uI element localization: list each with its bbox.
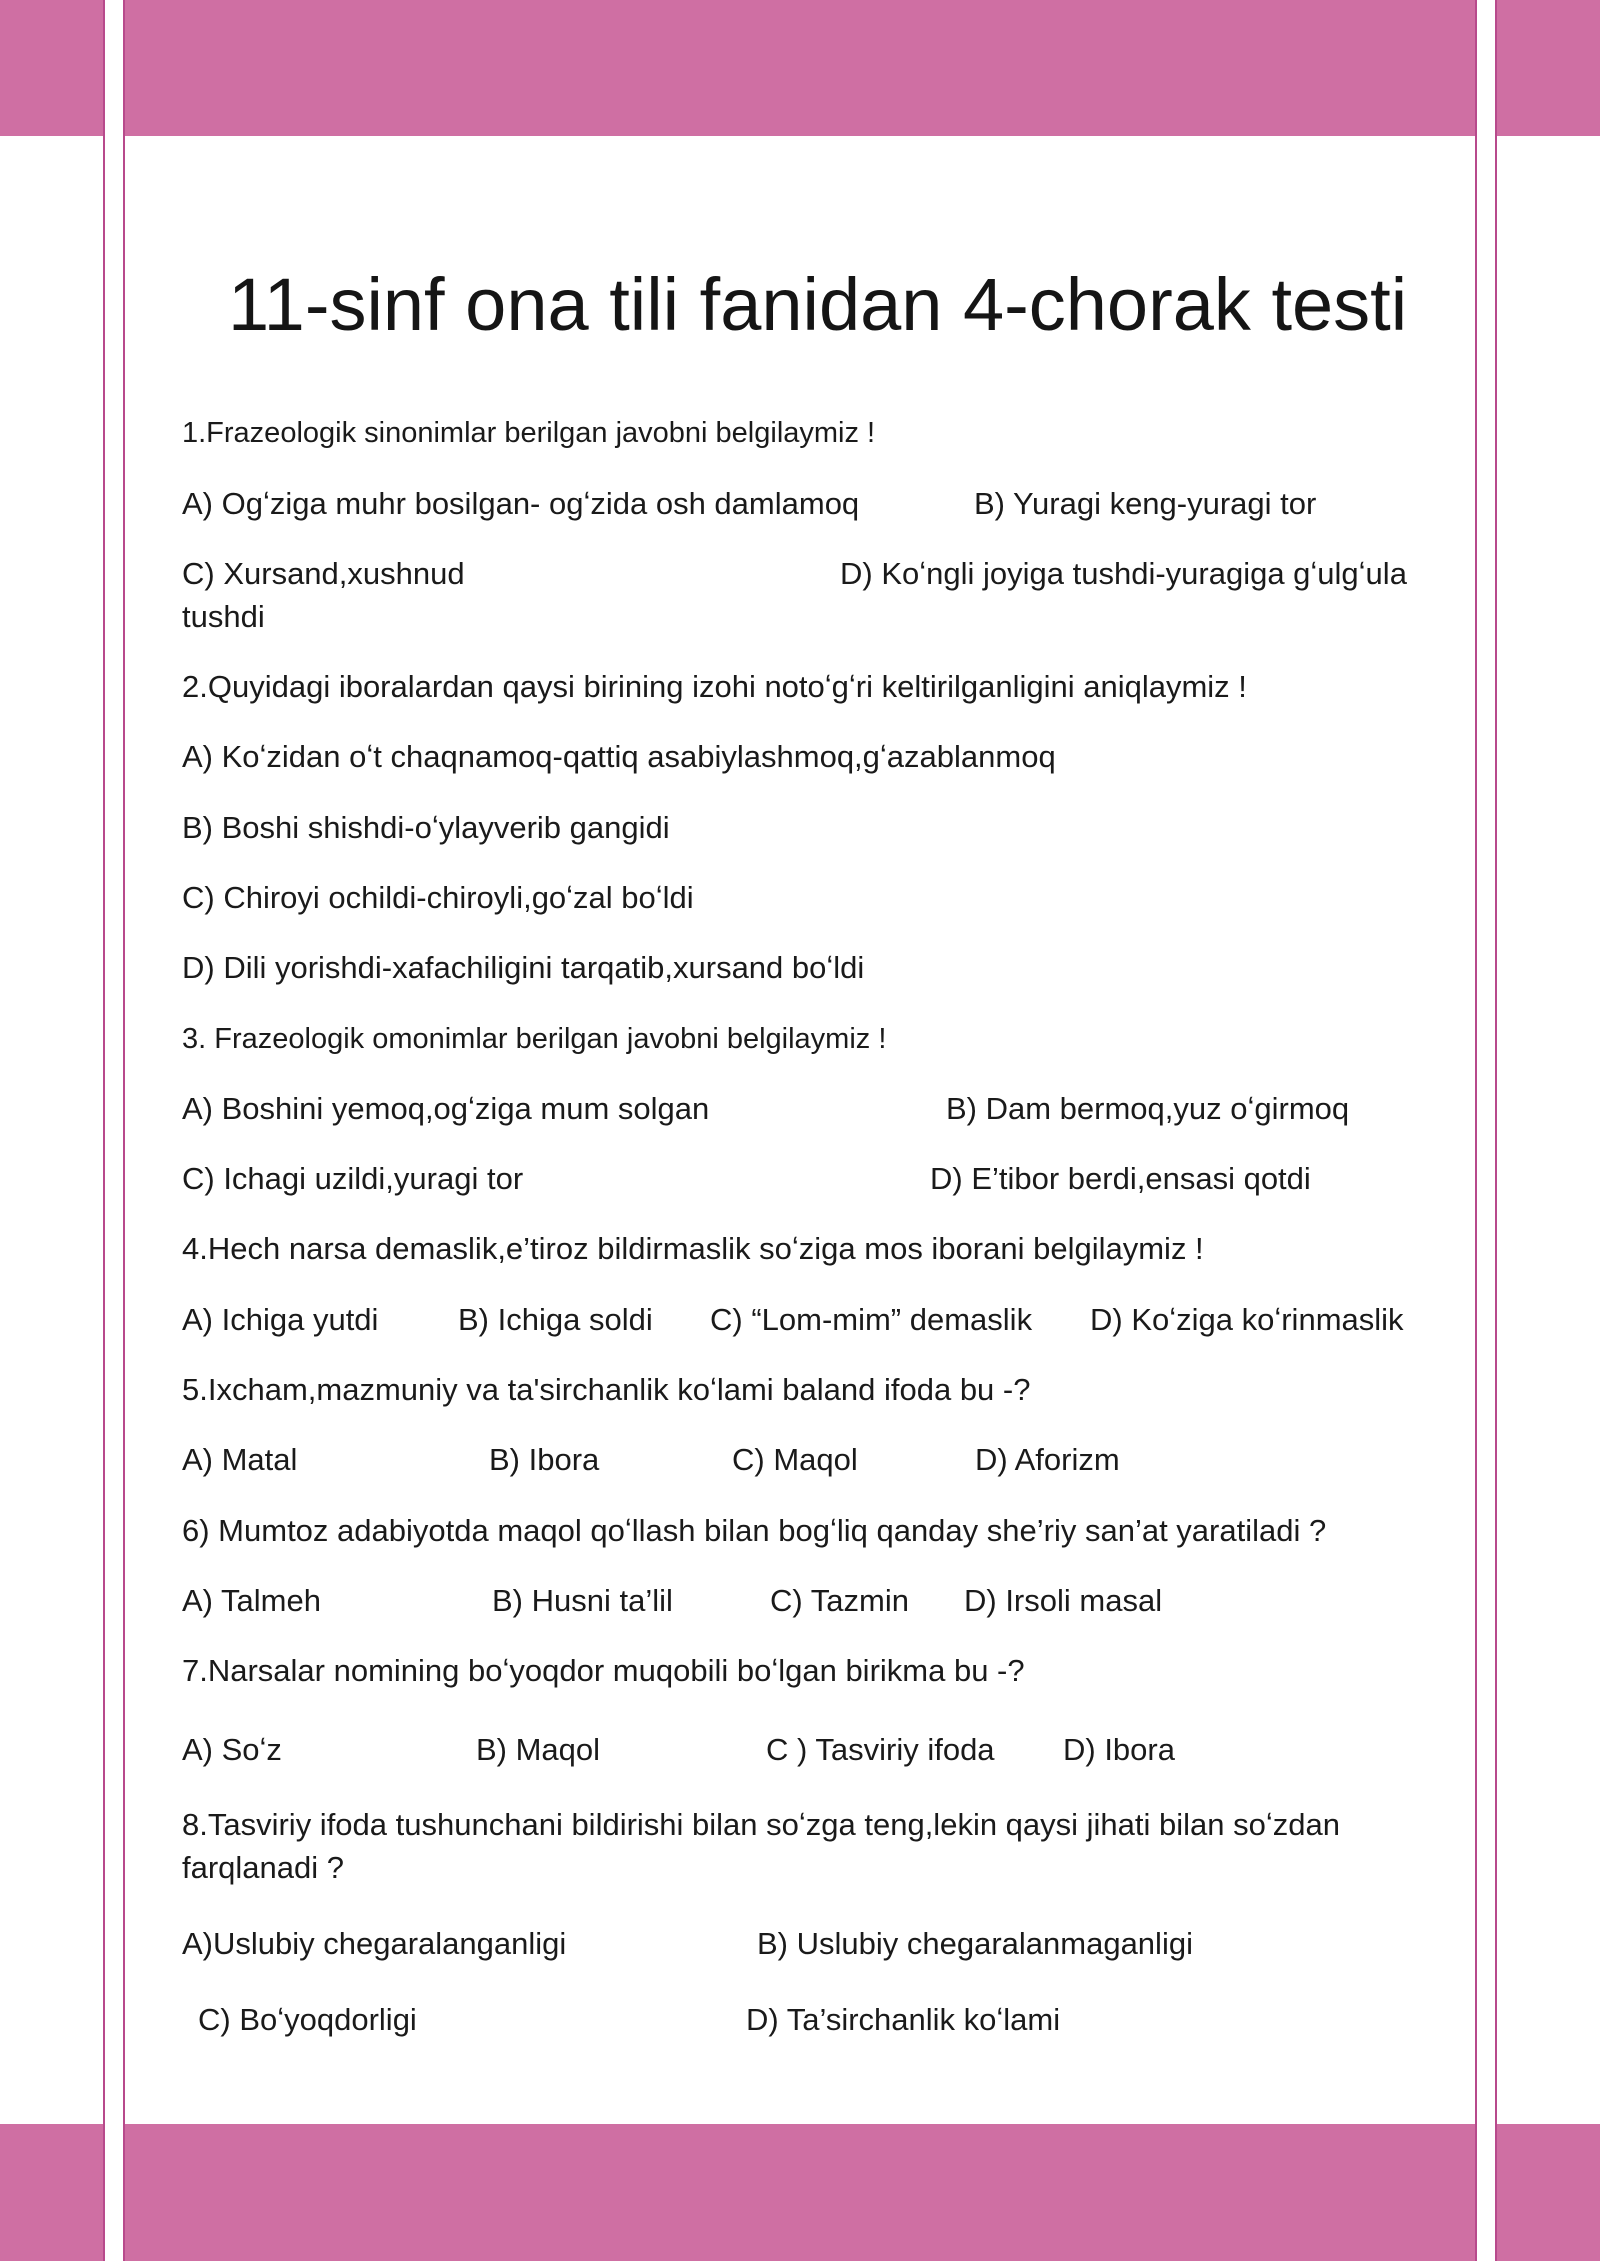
question-4: 4.Hech narsa demaslik,e’tiroz bildirmaslik soʻziga mos iborani belgilaymiz ! bbox=[182, 1231, 1204, 1266]
q1-option-b: B) Yuragi keng-yuragi tor bbox=[974, 486, 1317, 521]
border-line-3 bbox=[1475, 0, 1477, 2261]
border-line-2 bbox=[123, 0, 125, 2261]
q5-option-d: D) Aforizm bbox=[975, 1442, 1120, 1477]
page-title: 11-sinf ona tili fanidan 4-chorak testi bbox=[228, 263, 1408, 346]
q1-option-a: A) Ogʻziga muhr bosilgan- ogʻzida osh damlamoq bbox=[182, 486, 860, 521]
q2-option-a: A) Koʻzidan oʻt chaqnamoq-qattiq asabiylashmoq,gʻazablanmoq bbox=[182, 739, 1056, 774]
border-line-1 bbox=[103, 0, 105, 2261]
question-8-line-2: farqlanadi ? bbox=[182, 1850, 345, 1885]
q8-option-b: B) Uslubiy chegaralanmaganligi bbox=[757, 1926, 1193, 1961]
q3-option-d: D) E’tibor berdi,ensasi qotdi bbox=[930, 1161, 1311, 1196]
q6-option-b: B) Husni ta’lil bbox=[492, 1583, 673, 1618]
q8-option-a: A)Uslubiy chegaralanganligi bbox=[182, 1926, 567, 1961]
q1-option-d: D) Koʻngli joyiga tushdi-yuragiga gʻulgʻula bbox=[840, 556, 1407, 591]
q5-option-b: B) Ibora bbox=[489, 1442, 600, 1477]
bottom-left-band bbox=[0, 2124, 104, 2261]
q1-option-d-continuation: tushdi bbox=[182, 599, 265, 634]
top-center-band bbox=[124, 0, 1476, 136]
q5-option-a: A) Matal bbox=[182, 1442, 298, 1477]
bottom-center-band bbox=[124, 2124, 1476, 2261]
border-line-4 bbox=[1495, 0, 1497, 2261]
q2-option-d: D) Dili yorishdi-xafachiligini tarqatib,xursand boʻldi bbox=[182, 950, 865, 985]
q3-option-a: A) Boshini yemoq,ogʻziga mum solgan bbox=[182, 1091, 710, 1126]
q4-option-a: A) Ichiga yutdi bbox=[182, 1302, 379, 1337]
question-2: 2.Quyidagi iboralardan qaysi birining izohi notoʻgʻri keltirilganligini aniqlaymiz ! bbox=[182, 669, 1247, 704]
q7-option-c: C ) Tasviriy ifoda bbox=[766, 1732, 995, 1767]
q1-option-c: C) Xursand,xushnud bbox=[182, 556, 465, 591]
top-right-band bbox=[1496, 0, 1600, 136]
top-left-band bbox=[0, 0, 104, 136]
question-3: 3. Frazeologik omonimlar berilgan javobni belgilaymiz ! bbox=[182, 1023, 887, 1055]
q3-option-c: C) Ichagi uzildi,yuragi tor bbox=[182, 1161, 524, 1196]
question-6: 6) Mumtoz adabiyotda maqol qoʻllash bilan bogʻliq qanday she’riy san’at yaratiladi ? bbox=[182, 1513, 1327, 1548]
q7-option-a: A) Soʻz bbox=[182, 1732, 282, 1767]
question-5: 5.Ixcham,mazmuniy va ta'sirchanlik koʻlami baland ifoda bu -? bbox=[182, 1372, 1031, 1407]
q4-option-c: C) “Lom-mim” demaslik bbox=[710, 1302, 1033, 1337]
q6-option-a: A) Talmeh bbox=[182, 1583, 321, 1618]
q8-option-d: D) Ta’sirchanlik koʻlami bbox=[746, 2002, 1061, 2037]
q3-option-b: B) Dam bermoq,yuz oʻgirmoq bbox=[946, 1091, 1350, 1126]
q8-option-c: C) Boʻyoqdorligi bbox=[198, 2002, 417, 2037]
q6-option-d: D) Irsoli masal bbox=[964, 1583, 1163, 1618]
q4-option-b: B) Ichiga soldi bbox=[458, 1302, 653, 1337]
q6-option-c: C) Tazmin bbox=[770, 1583, 909, 1618]
q2-option-b: B) Boshi shishdi-oʻylayverib gangidi bbox=[182, 810, 670, 845]
q5-option-c: C) Maqol bbox=[732, 1442, 858, 1477]
question-1: 1.Frazeologik sinonimlar berilgan javobni belgilaymiz ! bbox=[182, 417, 876, 449]
bottom-right-band bbox=[1496, 2124, 1600, 2261]
q7-option-d: D) Ibora bbox=[1063, 1732, 1175, 1767]
question-7: 7.Narsalar nomining boʻyoqdor muqobili boʻlgan birikma bu -? bbox=[182, 1653, 1025, 1688]
q4-option-d: D) Koʻziga koʻrinmaslik bbox=[1090, 1302, 1404, 1337]
q7-option-b: B) Maqol bbox=[476, 1732, 601, 1767]
q2-option-c: C) Chiroyi ochildi-chiroyli,goʻzal boʻldi bbox=[182, 880, 694, 915]
question-8-line-1: 8.Tasviriy ifoda tushunchani bildirishi bilan soʻzga teng,lekin qaysi jihati bilan soʻzdan bbox=[182, 1807, 1340, 1842]
